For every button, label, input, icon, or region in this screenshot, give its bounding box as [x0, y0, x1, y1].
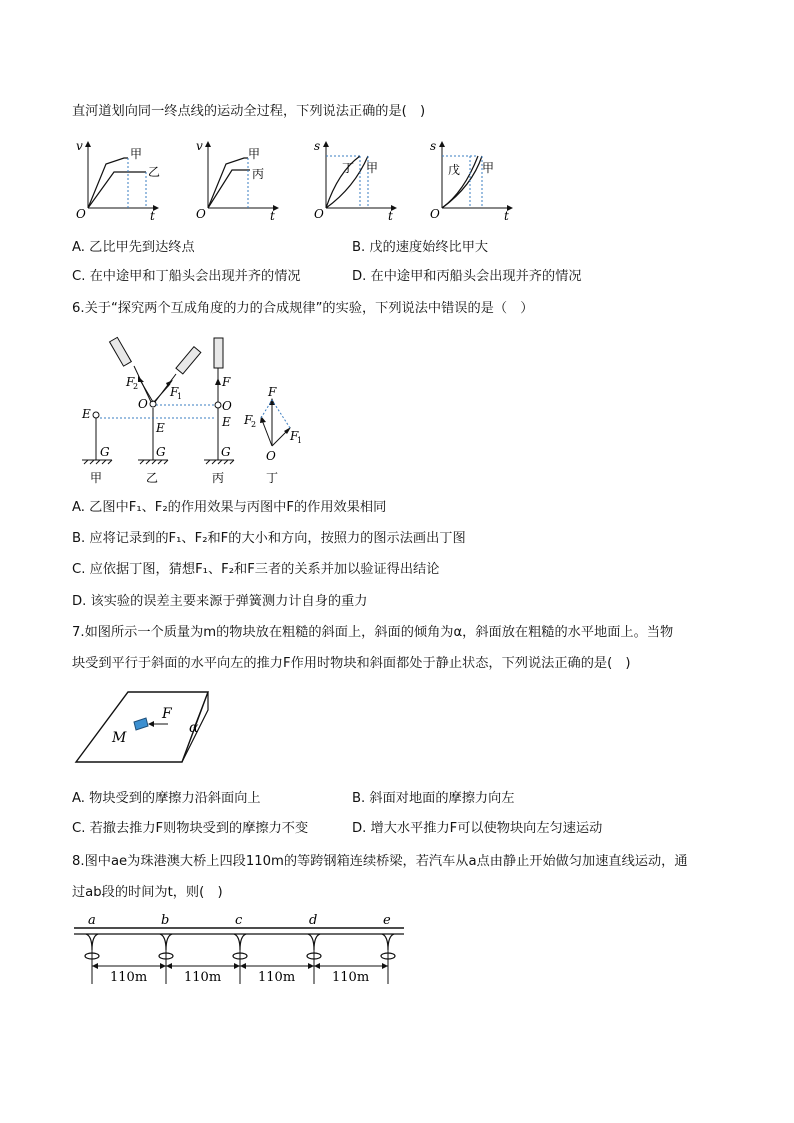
q5-g1-x-axis: t	[150, 209, 155, 223]
q7-stem-line2: 块受到平行于斜面的水平向左的推力F作用时物块和斜面都处于静止状态，下列说法正确的是( )	[72, 656, 631, 671]
q5-g3-origin: O	[314, 207, 324, 221]
q7-stem-line1: 7.如图所示一个质量为m的物块放在粗糙的斜面上，斜面的倾角为α，斜面放在粗糙的水平地面上。当物	[72, 625, 674, 640]
q8-point-d: d	[309, 913, 318, 928]
q8-span-bc: 110m	[184, 970, 222, 985]
q5-option-b: B. 戊的速度始终比甲大	[352, 240, 489, 255]
q5-g4-x-axis: t	[504, 209, 509, 223]
q6-label-f-ding: F	[268, 385, 277, 399]
q5-g2-y-axis: v	[196, 139, 203, 153]
q5-g3-label-jia: 甲	[366, 161, 379, 175]
q6-panel-ding: 丁	[266, 471, 279, 485]
q6-label-f1-ding: F	[290, 429, 299, 443]
q7-option-a: A. 物块受到的摩擦力沿斜面向上	[72, 791, 261, 806]
q5-g2-origin: O	[196, 207, 206, 221]
q7-label-alpha: α	[189, 720, 199, 736]
q5-stem-tail: 直河道划向同一终点线的运动全过程，下列说法正确的是( )	[72, 104, 426, 119]
q6-label-e-bing: E	[222, 415, 231, 429]
q7-option-d: D. 增大水平推力F可以使物块向左匀速运动	[352, 821, 603, 836]
q7-option-b: B. 斜面对地面的摩擦力向左	[352, 791, 515, 806]
q5-g1-origin: O	[76, 207, 86, 221]
q5-g2-label-jia: 甲	[248, 147, 261, 161]
q8-figure-bridge	[72, 910, 408, 986]
q8-stem-line1: 8.图中ae为珠港澳大桥上四段110m的等跨钢箱连续桥梁，若汽车从a点由静止开始做匀加速直线运动，通	[72, 854, 688, 869]
q6-label-f2-ding: F	[244, 413, 253, 427]
q5-figure-graphs	[68, 136, 528, 224]
q6-label-o-yi: O	[138, 397, 148, 411]
q6-label-o-ding: O	[266, 449, 276, 463]
q8-point-a: a	[88, 913, 96, 928]
q7-option-c: C. 若撤去推力F则物块受到的摩擦力不变	[72, 821, 309, 836]
q6-panel-bing: 丙	[212, 471, 225, 485]
q8-span-de: 110m	[332, 970, 370, 985]
q6-panel-jia: 甲	[90, 471, 103, 485]
q6-figure-force-experiment	[76, 332, 316, 488]
q5-g2-line-jia	[208, 158, 248, 208]
q6-label-f1-sub: 1	[177, 392, 183, 401]
q6-option-a: A. 乙图中F₁、F₂的作用效果与丙图中F的作用效果相同	[72, 500, 387, 515]
q5-g3-y-axis: s	[314, 139, 321, 153]
q8-span-cd: 110m	[258, 970, 296, 985]
q5-g1-line-yi	[88, 172, 146, 208]
q7-label-m: M	[112, 730, 127, 746]
q6-label-g-yi: G	[156, 445, 166, 459]
q6-label-g-jia: G	[100, 445, 110, 459]
q7-figure-incline	[72, 688, 222, 770]
q6-label-o-bing: O	[222, 399, 232, 413]
q5-graph-1	[76, 139, 160, 223]
q6-option-c: C. 应依据丁图，猜想F₁、F₂和F三者的关系并加以验证得出结论	[72, 562, 440, 577]
q5-option-c: C. 在中途甲和丁船头会出现并齐的情况	[72, 269, 301, 284]
q5-graph-4	[430, 139, 512, 223]
q6-label-f2-sub: 2	[133, 382, 139, 391]
q5-g4-label-jia: 甲	[482, 161, 495, 175]
q6-panel-yi: 乙	[146, 471, 159, 485]
q5-g4-origin: O	[430, 207, 440, 221]
q5-g3-x-axis: t	[388, 209, 393, 223]
q7-block	[134, 718, 148, 730]
q7-label-f: F	[162, 706, 172, 722]
q5-g1-y-axis: v	[76, 139, 83, 153]
q5-g3-label-ding: 丁	[342, 161, 355, 175]
q5-g2-label-bing: 丙	[252, 167, 265, 181]
q6-label-e-jia: E	[82, 407, 91, 421]
q6-label-f-bing: F	[222, 375, 231, 389]
q6-label-f1-ding-sub: 1	[297, 436, 303, 445]
q5-g1-label-jia: 甲	[130, 147, 143, 161]
q5-graph-3	[314, 139, 396, 223]
q5-g4-label-wu: 戊	[448, 163, 461, 177]
q6-label-f1-yi: F	[170, 385, 179, 399]
q6-stem: 6.关于“探究两个互成角度的力的合成规律”的实验，下列说法中错误的是（ ）	[72, 301, 534, 316]
q5-g1-label-yi: 乙	[148, 165, 161, 179]
q8-point-c: c	[235, 913, 243, 928]
q6-option-b: B. 应将记录到的F₁、F₂和F的大小和方向，按照力的图示法画出丁图	[72, 531, 466, 546]
q8-stem-line2: 过ab段的时间为t，则( )	[72, 885, 223, 900]
q5-option-d: D. 在中途甲和丙船头会出现并齐的情况	[352, 269, 582, 284]
q6-label-f2-ding-sub: 2	[251, 420, 257, 429]
q8-point-b: b	[161, 913, 170, 928]
q6-label-e-yi: E	[156, 421, 165, 435]
q6-label-g-bing: G	[221, 445, 231, 459]
q5-g4-y-axis: s	[430, 139, 437, 153]
q5-option-a: A. 乙比甲先到达终点	[72, 240, 195, 255]
q5-g2-x-axis: t	[270, 209, 275, 223]
q8-point-e: e	[383, 913, 391, 928]
q8-span-ab: 110m	[110, 970, 148, 985]
q6-label-f2-yi: F	[126, 375, 135, 389]
q5-graph-2	[196, 139, 278, 223]
q5-g2-line-bing	[208, 170, 250, 208]
q6-option-d: D. 该实验的误差主要来源于弹簧测力计自身的重力	[72, 594, 368, 609]
